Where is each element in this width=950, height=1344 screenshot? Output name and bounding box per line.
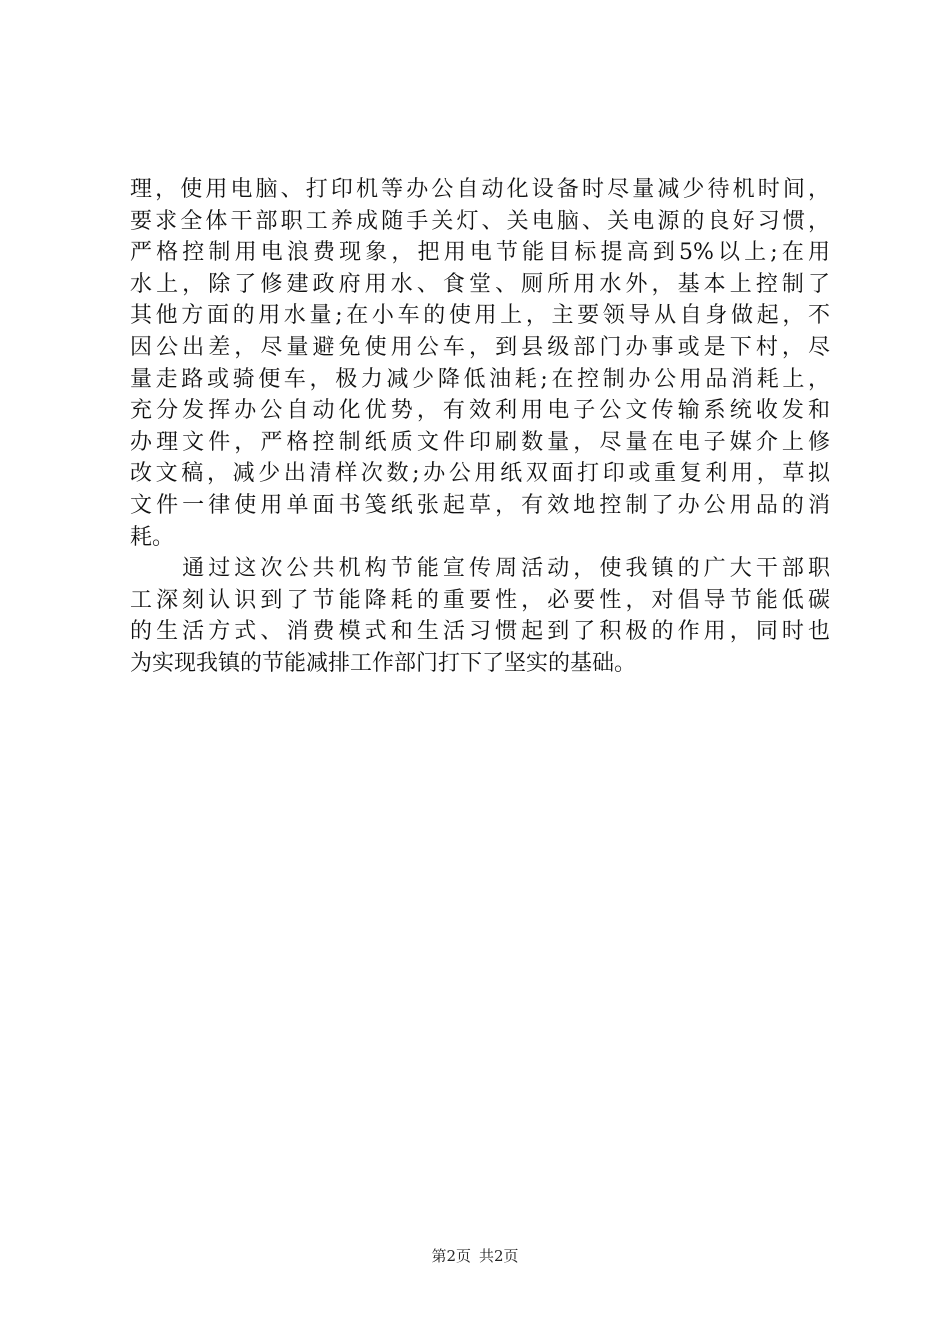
- text-line: 因公出差，尽量避免使用公车，到县级部门办事或是下村，尽: [130, 334, 830, 360]
- paragraph-1: [130, 174, 830, 553]
- page-total: 共2页: [479, 1247, 519, 1265]
- text-line: 其他方面的用水量;在小车的使用上，主要领导从自身做起，不: [130, 303, 830, 329]
- text-line: 为实现我镇的节能减排工作部门打下了坚实的基础。: [130, 650, 637, 676]
- text-line: 水上，除了修建政府用水、食堂、厕所用水外，基本上控制了: [130, 271, 830, 297]
- text-line: 耗。: [130, 524, 175, 550]
- text-line: 要求全体干部职工养成随手关灯、关电脑、关电源的良好习惯，: [130, 208, 830, 234]
- document-body: [130, 174, 830, 680]
- text-line: 严格控制用电浪费现象，把用电节能目标提高到5%以上;在用: [130, 240, 830, 266]
- page-number: 第2页: [431, 1247, 471, 1265]
- text-line: 文件一律使用单面书笺纸张起草，有效地控制了办公用品的消: [130, 492, 830, 518]
- text-line: 充分发挥办公自动化优势，有效利用电子公文传输系统收发和: [130, 398, 830, 424]
- text-line: 量走路或骑便车，极力减少降低油耗;在控制办公用品消耗上，: [130, 366, 830, 392]
- text-line: 工深刻认识到了节能降耗的重要性，必要性，对倡导节能低碳: [130, 587, 830, 613]
- text-line: 的生活方式、消费模式和生活习惯起到了积极的作用，同时也: [130, 619, 830, 645]
- text-line: 办理文件，严格控制纸质文件印刷数量，尽量在电子媒介上修: [130, 429, 830, 455]
- paragraph-2: [130, 553, 830, 679]
- page-footer: [0, 1246, 950, 1266]
- text-line: 改文稿，减少出清样次数;办公用纸双面打印或重复利用，草拟: [130, 461, 830, 487]
- text-line: 理，使用电脑、打印机等办公自动化设备时尽量减少待机时间，: [130, 177, 830, 202]
- text-line: 通过这次公共机构节能宣传周活动，使我镇的广大干部职: [130, 556, 830, 582]
